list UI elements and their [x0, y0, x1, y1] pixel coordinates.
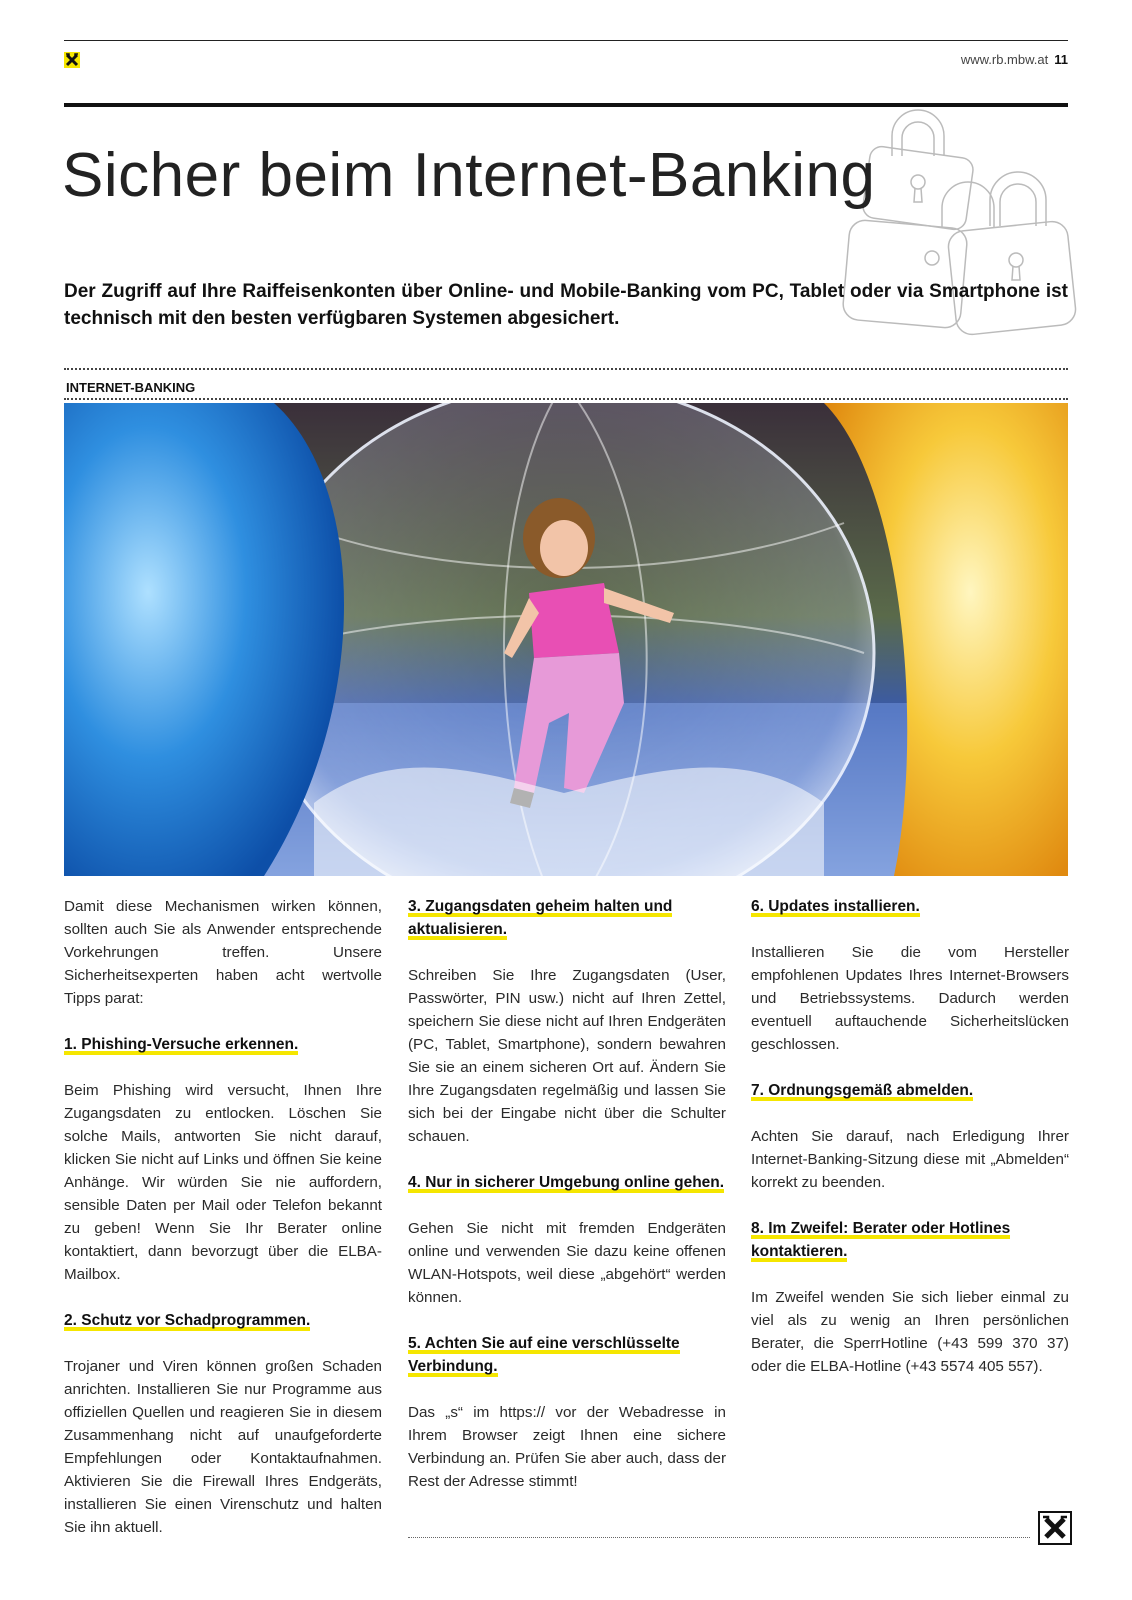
section-label: INTERNET-BANKING	[66, 380, 196, 395]
intro-text: Damit diese Mechanismen wirken können, sollten auch Sie als Anwender entsprechende Vorkehrungen treffen. Unsere Sicherheitsexperten haben acht wertvolle Tipps parat:	[64, 898, 382, 1007]
page-number: 11	[1054, 52, 1068, 67]
header-rule	[64, 40, 1068, 41]
tip-2-heading: 2. Schutz vor Schadprogrammen.	[64, 1312, 311, 1329]
tip-7-text: Achten Sie darauf, nach Erledigung Ihrer Internet-Banking-Sitzung diese mit „Abmelden“ korrekt zu beenden.	[751, 1128, 1069, 1191]
tip-7-heading: 7. Ordnungsgemäß abmelden.	[751, 1082, 974, 1099]
tip-5-heading: 5. Achten Sie auf eine verschlüsselte Verbindung.	[408, 1335, 680, 1375]
tip-8-heading: 8. Im Zweifel: Berater oder Hotlines kontaktieren.	[751, 1220, 1011, 1260]
tip-1-text: Beim Phishing wird versucht, Ihnen Ihre Zugangsdaten zu entlocken. Löschen Sie solche Mails, antworten Sie nicht darauf, klicken Sie nicht auf Links und öffnen Sie keine Anhänge. Wir würden Sie nie auffordern, sensible Daten per Mail oder Telefon bekannt zu geben! Wenn Sie Ihr Berater online kontaktiert, dann bevorzugt über die ELBA-Mailbox.	[64, 1082, 382, 1283]
section-divider-bottom	[64, 398, 1068, 400]
tip-3-heading: 3. Zugangsdaten geheim halten und aktualisieren.	[408, 898, 673, 938]
tip-5-text: Das „s“ im https:// vor der Webadresse in Ihrem Browser zeigt Ihnen eine sichere Verbindung an. Prüfen Sie aber auch, dass der Rest der Adresse stimmt!	[408, 1404, 726, 1490]
tip-6-text: Installieren Sie die vom Hersteller empfohlenen Updates Ihres Internet-Browsers und Betriebssystems. Dadurch werden eventuell auftauchende Sicherheitslücken geschlossen.	[751, 944, 1069, 1053]
column-2	[408, 895, 726, 1516]
tip-6-heading: 6. Updates installieren.	[751, 898, 920, 915]
tip-1-heading: 1. Phishing-Versuche erkennen.	[64, 1036, 299, 1053]
raiffeisen-logo-icon	[64, 52, 80, 68]
tip-4-heading: 4. Nur in sicherer Umgebung online gehen.	[408, 1174, 725, 1191]
hero-photo	[64, 403, 1068, 876]
raiffeisen-logo-icon	[1038, 1511, 1072, 1545]
tip-3-text: Schreiben Sie Ihre Zugangsdaten (User, Passwörter, PIN usw.) nicht auf Ihren Zettel, speichern Sie diese nicht auf Ihren Endgeräten (PC, Tablet, Smartphone), sondern bewahren Sie sie an einem sicheren Ort auf. Ändern Sie Ihre Zugangsdaten regelmäßig und lassen Sie sich bei der Eingabe nicht über die Schulter schauen.	[408, 967, 726, 1145]
column-3	[751, 895, 1069, 1401]
tip-2-text: Trojaner und Viren können großen Schaden anrichten. Installieren Sie nur Programme aus offiziellen Quellen und reagieren Sie in diesem Zusammenhang nicht auf unaufgeforderte Empfehlungen oder Kontaktaufnahmen. Aktivieren Sie die Firewall Ihres Endgeräts, installieren Sie einen Virenschutz und halten Sie ihn aktuell.	[64, 1358, 382, 1536]
footer-divider	[408, 1537, 1030, 1538]
lead-paragraph: Der Zugriff auf Ihre Raiffeisenkonten über Online- und Mobile-Banking vom PC, Tablet oder via Smartphone ist technisch mit den besten verfügbaren Systemen abgesichert.	[64, 281, 1068, 329]
section-divider-top	[64, 368, 1068, 370]
tip-8-text: Im Zweifel wenden Sie sich lieber einmal zu viel als zu wenig an Ihren persönlichen Berater, die SperrHotline (+43 599 370 37) oder die ELBA-Hotline (+43 5574 405 557).	[751, 1289, 1069, 1375]
header-url[interactable]: www.rb.mbw.at	[960, 52, 1049, 67]
tip-4-text: Gehen Sie nicht mit fremden Endgeräten online und verwenden Sie dazu keine offenen WLAN-Hotspots, weil diese „abgehört“ werden können.	[408, 1220, 726, 1306]
title-rule	[64, 103, 1068, 107]
page-title: Sicher beim Internet-Banking	[62, 141, 876, 210]
header-meta	[961, 52, 1068, 67]
column-1	[64, 895, 382, 1562]
